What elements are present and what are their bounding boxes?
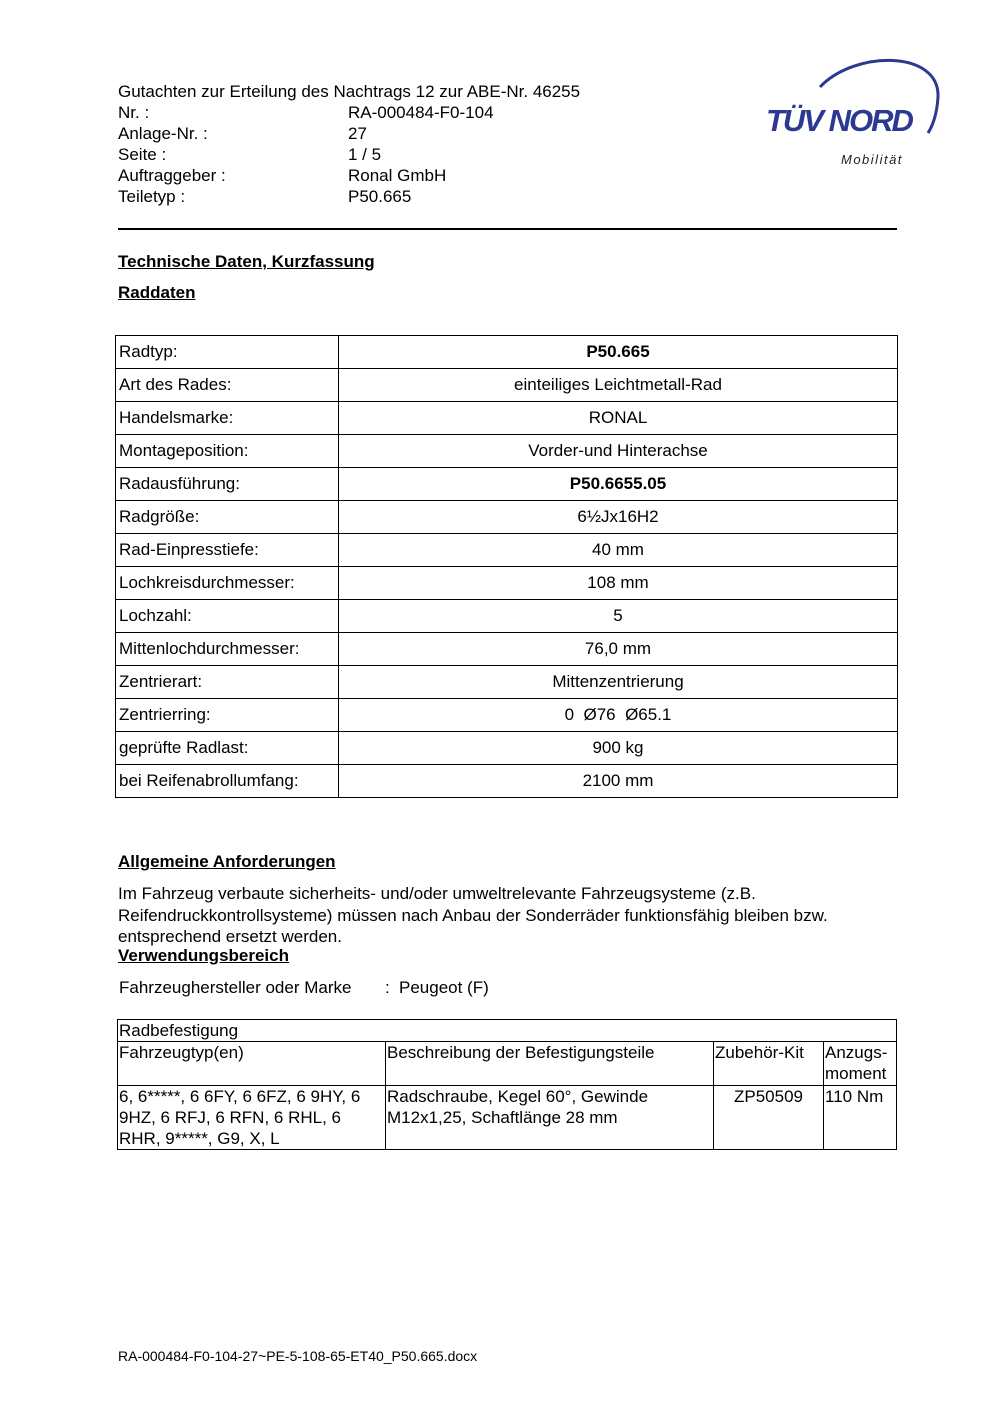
header-label: Teiletyp : [118,187,186,206]
table-row [116,732,898,765]
row-label: Handelsmarke: [116,402,339,435]
row-value: 0 Ø76 Ø65.1 [339,699,898,732]
header-beschreibung: Beschreibung der Befestigungsteile [386,1042,714,1086]
table-row [116,501,898,534]
section-verwendungsbereich: Verwendungsbereich [118,946,289,965]
cell-beschreibung: Radschraube, Kegel 60°, Gewinde M12x1,25, Schaftlänge 28 mm [386,1086,714,1150]
table-row [116,765,898,798]
row-label: Radtyp: [116,336,339,369]
header-value: P50.665 [348,187,412,206]
table-row [116,336,898,369]
verwendung-row [119,978,489,998]
row-value: Vorder-und Hinterachse [339,435,898,468]
row-value: 76,0 mm [339,633,898,666]
wheel-data-table [115,335,898,798]
header-zubehoer: Zubehör-Kit [714,1042,824,1086]
tuev-nord-logo [760,55,945,175]
row-label: Montageposition: [116,435,339,468]
row-label: Rad-Einpresstiefe: [116,534,339,567]
header-value: RA-000484-F0-104 [348,103,494,122]
row-label: Mittenlochdurchmesser: [116,633,339,666]
row-value: 2100 mm [339,765,898,798]
row-label: Radausführung: [116,468,339,501]
table-header-row [118,1042,897,1086]
header-label: Seite : [118,145,167,164]
table-row [116,534,898,567]
row-label: Zentrierring: [116,699,339,732]
row-value: P50.665 [339,336,898,369]
row-value: P50.6655.05 [339,468,898,501]
row-value: RONAL [339,402,898,435]
header-anzugsmoment: Anzugs-moment [824,1042,897,1086]
header-label: Anlage-Nr. : [118,124,208,143]
cell-zubehoer: ZP50509 [714,1086,824,1150]
table-row [116,435,898,468]
cell-fahrzeugtyp: 6, 6*****, 6 6FY, 6 6FZ, 6 9HY, 6 9HZ, 6 RFJ, 6 RFN, 6 RHL, 6 RHR, 9*****, G9, X, L [118,1086,386,1150]
section-allgemeine-anforderungen: Allgemeine Anforderungen [118,852,336,871]
row-label: Zentrierart: [116,666,339,699]
report-title: Gutachten zur Erteilung des Nachtrags 12 zur ABE-Nr. 46255 [118,82,581,101]
table-caption-row [118,1020,897,1042]
table-row [116,567,898,600]
row-value: 900 kg [339,732,898,765]
row-value: 108 mm [339,567,898,600]
row-label: geprüfte Radlast: [116,732,339,765]
row-value: einteiliges Leichtmetall-Rad [339,369,898,402]
header-fahrzeugtyp: Fahrzeugtyp(en) [118,1042,386,1086]
row-label: Radgröße: [116,501,339,534]
table-row [116,600,898,633]
table-row [116,468,898,501]
section-technische-daten: Technische Daten, Kurzfassung [118,252,375,271]
row-value: Mittenzentrierung [339,666,898,699]
radbefestigung-table [117,1019,897,1150]
header-divider [118,228,897,230]
header-label: Auftraggeber : [118,166,226,185]
cell-anzugsmoment: 110 Nm [824,1086,897,1150]
footer-filename: RA-000484-F0-104-27~PE-5-108-65-ET40_P50.665.docx [118,1348,478,1364]
anforderungen-paragraph: Im Fahrzeug verbaute sicherheits- und/oder umweltrelevante Fahrzeugsysteme (z.B. Reifendruckkontrollsysteme) müssen nach Anbau der Sonderräder funktionsfähig bleiben bzw. entsprechend ersetzt werden. [118,884,828,946]
logo-brand: TÜV NORD [766,103,912,138]
header-value: 27 [348,124,367,143]
table-row [116,402,898,435]
verwendung-label: Fahrzeughersteller oder Marke [119,978,352,997]
row-label: bei Reifenabrollumfang: [116,765,339,798]
row-label: Lochzahl: [116,600,339,633]
table-row [116,666,898,699]
header-value: 1 / 5 [348,145,382,164]
section-raddaten: Raddaten [118,283,196,302]
table-row [118,1086,897,1150]
row-value: 6½Jx16H2 [339,501,898,534]
row-value: 5 [339,600,898,633]
logo-sub: Mobilität [841,152,903,167]
header-value: Ronal GmbH [348,166,447,185]
verwendung-separator: : [385,978,390,997]
row-label: Lochkreisdurchmesser: [116,567,339,600]
header-label: Nr. : [118,103,150,122]
table-row [116,369,898,402]
row-label: Art des Rades: [116,369,339,402]
table-row [116,633,898,666]
verwendung-value: Peugeot (F) [399,978,489,997]
table-caption: Radbefestigung [118,1020,897,1042]
row-value: 40 mm [339,534,898,567]
table-row [116,699,898,732]
